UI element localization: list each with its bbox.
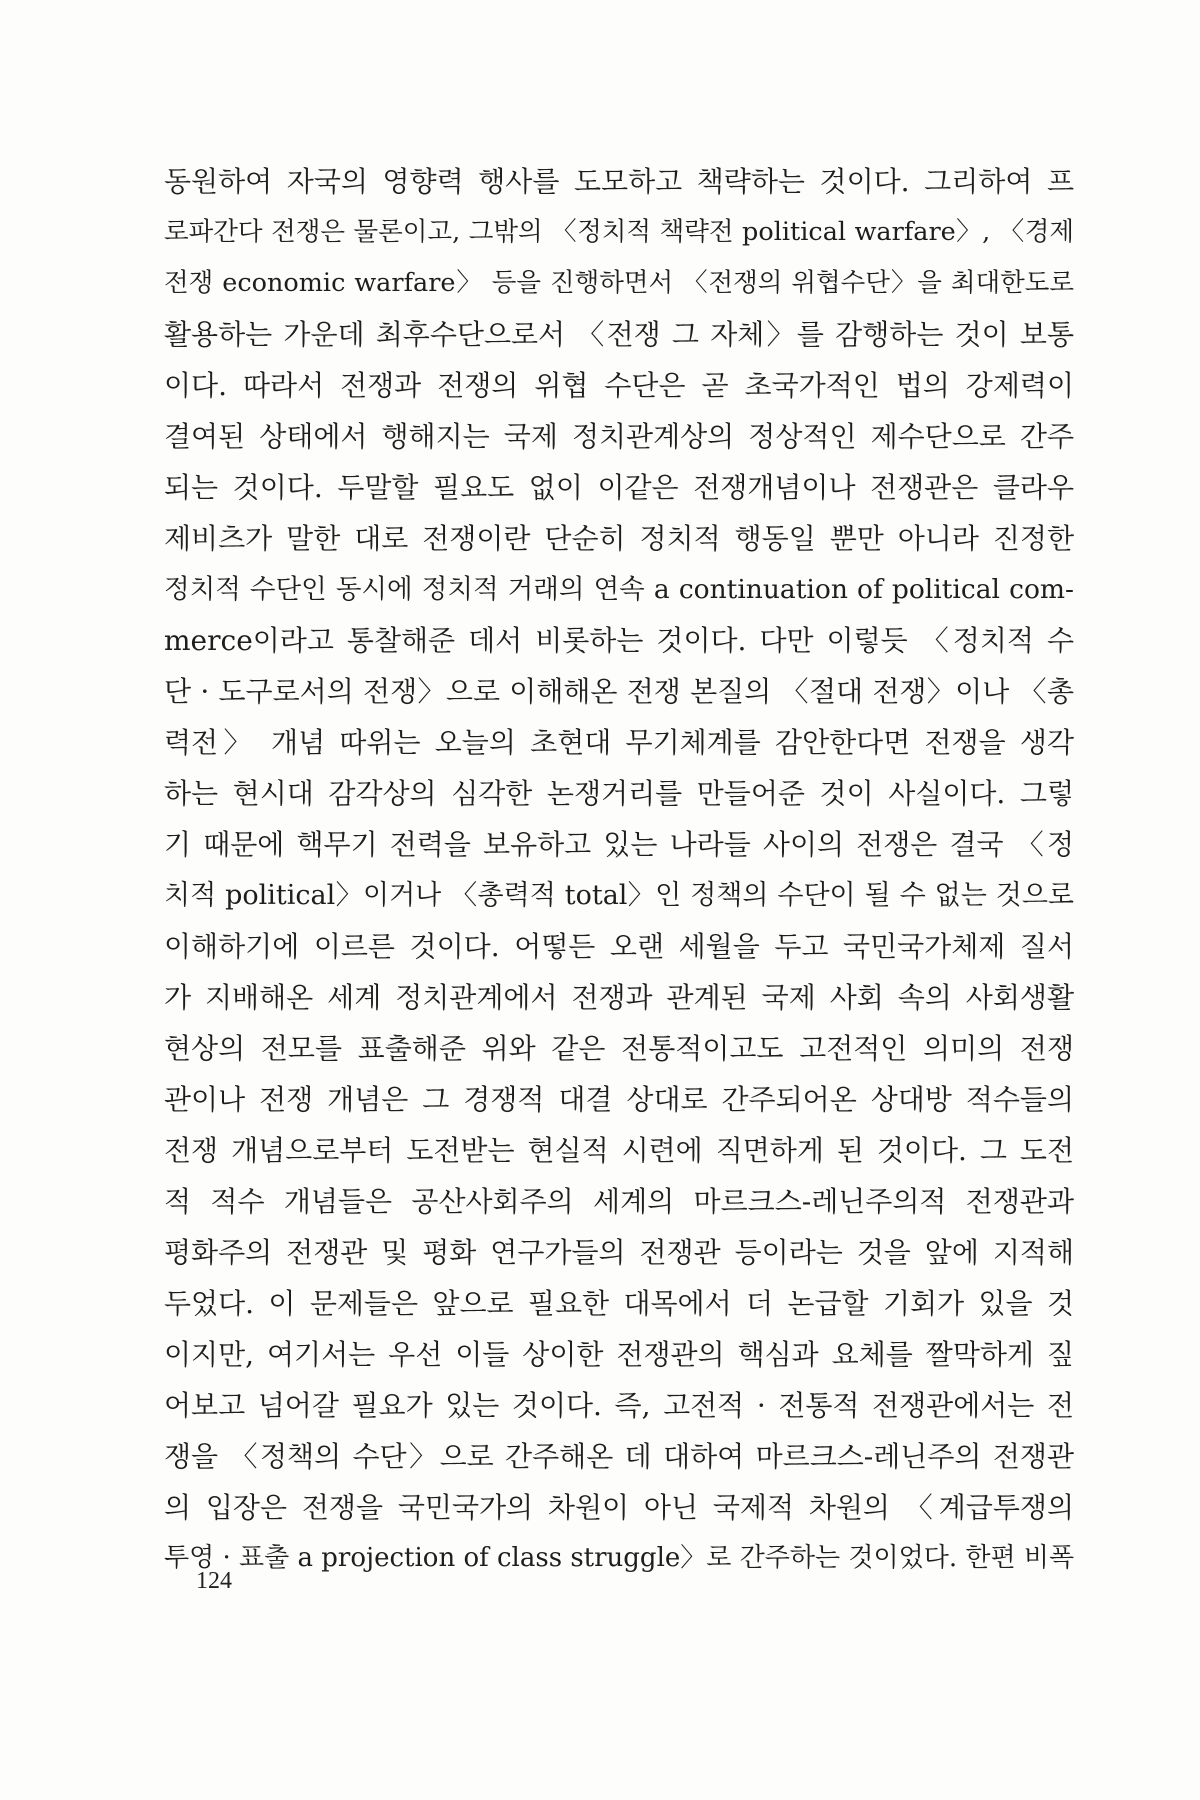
text-line: 투영 · 표출 a projection of class struggle〉로 간주하는 것이었다. 한편 비폭	[164, 1543, 1075, 1573]
text-line: 제비츠가 말한 대로 전쟁이란 단순히 정치적 행동일 뿐만 아니라 진정한	[164, 522, 1074, 555]
text-line: 전쟁 개념으로부터 도전받는 현실적 시련에 직면하게 된 것이다. 그 도전	[164, 1134, 1074, 1167]
text-line: 이지만, 여기서는 우선 이들 상이한 전쟁관의 핵심과 요체를 짤막하게 짚	[164, 1338, 1074, 1371]
text-line: merce이라고 통찰해준 데서 비롯하는 것이다. 다만 이렇듯 〈정치적 수	[164, 624, 1074, 657]
text-line: 치적 political〉이거나 〈총력적 total〉인 정책의 수단이 될 수 없는 것으로	[164, 880, 1074, 911]
text-line: 의 입장은 전쟁을 국민국가의 차원이 아닌 국제적 차원의 〈계급투쟁의	[164, 1491, 1074, 1524]
body-text	[164, 156, 1074, 1584]
text-line: 활용하는 가운데 최후수단으로서 〈전쟁 그 자체〉를 감행하는 것이 보통	[164, 318, 1074, 351]
text-line: 이다. 따라서 전쟁과 전쟁의 위협 수단은 곧 초국가적인 법의 강제력이	[164, 369, 1074, 402]
text-line: 전쟁 economic warfare〉 등을 진행하면서 〈전쟁의 위협수단〉을 최대한도로	[164, 268, 1074, 298]
text-line: 력전〉 개념 따위는 오늘의 초현대 무기체계를 감안한다면 전쟁을 생각	[164, 726, 1074, 759]
text-line: 하는 현시대 감각상의 심각한 논쟁거리를 만들어준 것이 사실이다. 그렇	[164, 777, 1074, 810]
text-line: 평화주의 전쟁관 및 평화 연구가들의 전쟁관 등이라는 것을 앞에 지적해	[164, 1236, 1074, 1269]
text-line: 되는 것이다. 두말할 필요도 없이 이같은 전쟁개념이나 전쟁관은 클라우	[164, 471, 1074, 504]
text-line: 현상의 전모를 표출해준 위와 같은 전통적이고도 고전적인 의미의 전쟁	[164, 1032, 1074, 1065]
page-number: 124	[196, 1568, 232, 1594]
text-line: 단 · 도구로서의 전쟁〉으로 이해해온 전쟁 본질의 〈절대 전쟁〉이나 〈총	[164, 675, 1074, 708]
text-line: 적 적수 개념들은 공산사회주의 세계의 마르크스-레닌주의적 전쟁관과	[164, 1185, 1074, 1218]
text-line: 정치적 수단인 동시에 정치적 거래의 연속 a continuation of political com-	[164, 574, 1074, 605]
text-line: 어보고 넘어갈 필요가 있는 것이다. 즉, 고전적 · 전통적 전쟁관에서는 전	[164, 1389, 1074, 1422]
text-line: 결여된 상태에서 행해지는 국제 정치관계상의 정상적인 제수단으로 간주	[164, 420, 1074, 453]
text-line: 쟁을 〈정책의 수단〉으로 간주해온 데 대하여 마르크스-레닌주의 전쟁관	[164, 1440, 1074, 1473]
text-line: 로파간다 전쟁은 물론이고, 그밖의 〈정치적 책략전 political warfare〉, 〈경제	[164, 217, 1074, 247]
text-line: 이해하기에 이르른 것이다. 어떻든 오랜 세월을 두고 국민국가체제 질서	[164, 930, 1074, 963]
text-line: 두었다. 이 문제들은 앞으로 필요한 대목에서 더 논급할 기회가 있을 것	[164, 1287, 1074, 1320]
text-line: 동원하여 자국의 영향력 행사를 도모하고 책략하는 것이다. 그리하여 프	[164, 165, 1074, 198]
text-line: 관이나 전쟁 개념은 그 경쟁적 대결 상대로 간주되어온 상대방 적수들의	[164, 1083, 1074, 1116]
text-line: 기 때문에 핵무기 전력을 보유하고 있는 나라들 사이의 전쟁은 결국 〈정	[164, 828, 1074, 861]
text-line: 가 지배해온 세계 정치관계에서 전쟁과 관계된 국제 사회 속의 사회생활	[164, 981, 1074, 1014]
